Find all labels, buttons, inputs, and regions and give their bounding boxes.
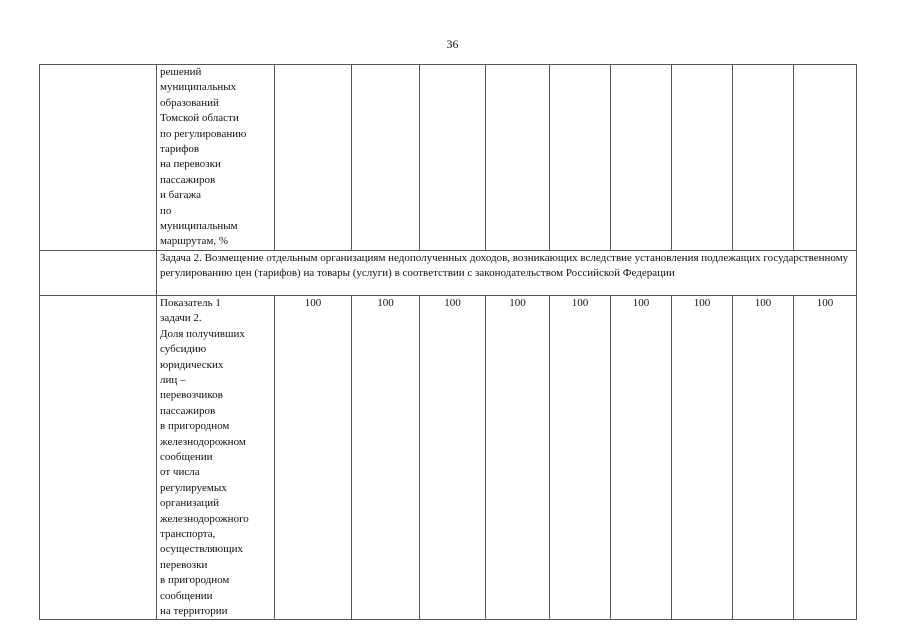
value-cell: [420, 65, 486, 251]
value-cell: 100: [611, 295, 672, 620]
indicator-table: [39, 64, 857, 620]
value-cell: 100: [352, 295, 420, 620]
table-row: [40, 65, 857, 251]
value-cell: 100: [275, 295, 352, 620]
table-cell: [40, 250, 157, 295]
value-cell: 100: [550, 295, 611, 620]
value-cell: [486, 65, 550, 251]
value-cell: [352, 65, 420, 251]
value-cell: [611, 65, 672, 251]
value-cell: 100: [486, 295, 550, 620]
table-row-task: [40, 250, 857, 295]
value-cell: 100: [794, 295, 857, 620]
value-cell: [733, 65, 794, 251]
value-cell: [275, 65, 352, 251]
task-2-heading: Задача 2. Возмещение отдельным организациям недополученных доходов, возникающих вследствие установления подлежащих государственному регулированию цен (тарифов) на товары (услуги) в соответствии с законодательством Российской Федерации: [157, 250, 857, 295]
value-cell: [550, 65, 611, 251]
indicator-description-cell: Показатель 1 задачи 2. Доля получивших субсидию юридических лиц – перевозчиков пассажиров в пригородном железнодорожном сообщении от числа регулируемых организаций железнодорожного транспорта, осуществляющих перевозки в пригородном сообщении на территории: [157, 295, 275, 620]
page-number: 36: [446, 37, 459, 51]
value-cell: [794, 65, 857, 251]
indicator-description-cell: решений муниципальных образований Томской области по регулированию тарифов на перевозки пассажиров и багажа по муниципальным маршрутам, %: [157, 65, 275, 251]
value-cell: 100: [420, 295, 486, 620]
table-row: [40, 295, 857, 620]
table-cell: [40, 65, 157, 251]
value-cell: 100: [733, 295, 794, 620]
table-cell: [40, 295, 157, 620]
value-cell: 100: [672, 295, 733, 620]
value-cell: [672, 65, 733, 251]
